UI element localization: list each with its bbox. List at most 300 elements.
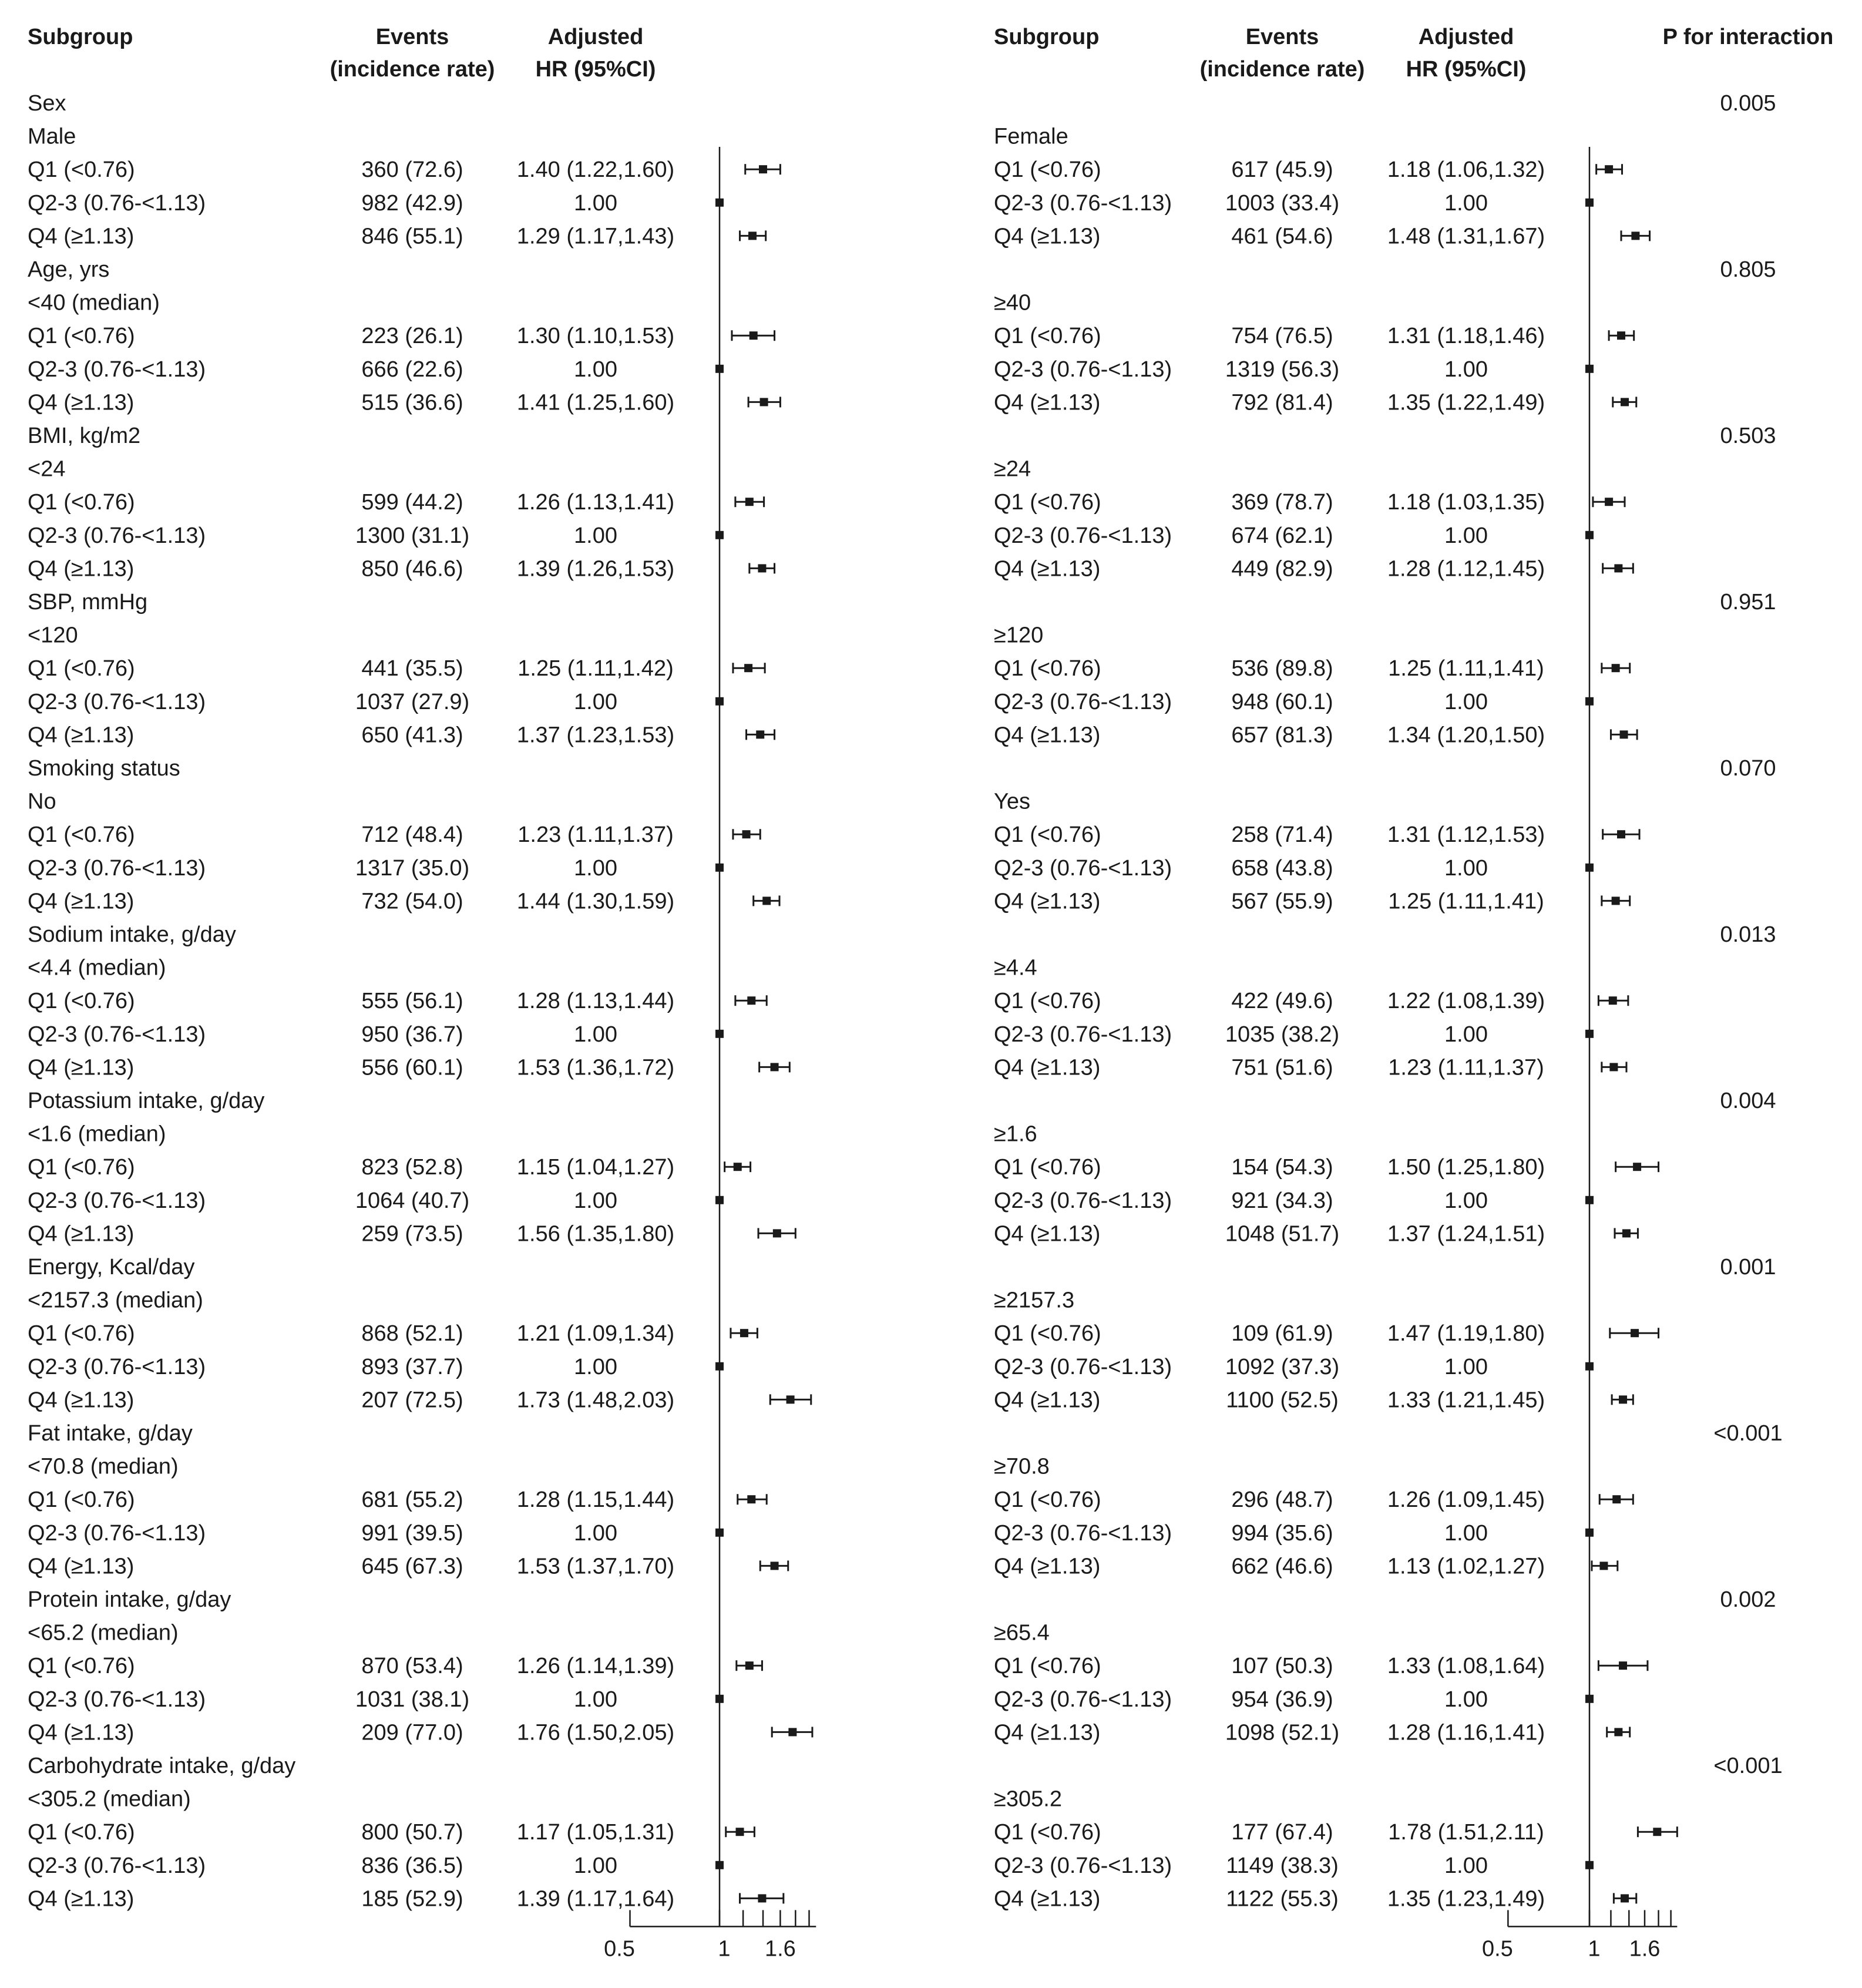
quartile-label-left: Q1 (<0.76) [28,1155,135,1180]
subgroup-label-left: <1.6 (median) [28,1121,166,1147]
quartile-label-left: Q2-3 (0.76-<1.13) [28,1853,206,1878]
subgroup-label-right: ≥305.2 [994,1786,1062,1812]
header-hr-left-line1: Adjusted [547,25,644,49]
hr-point [1631,1329,1639,1337]
events-value-right: 567 (55.9) [1231,889,1333,914]
header-events-right-line1: Events [1245,25,1319,49]
events-value-right: 994 (35.6) [1231,1520,1333,1546]
header-left [28,25,656,82]
group-title: Age, yrs [28,257,110,282]
header-hr-left-line2: HR (95%CI) [535,57,656,82]
p-interaction-value: 0.070 [1720,756,1776,781]
subgroup-label-right: ≥70.8 [994,1454,1050,1479]
quartile-label-left: Q1 (<0.76) [28,822,135,848]
quartile-label-left: Q1 (<0.76) [28,989,135,1014]
group-title: Carbohydrate intake, g/day [28,1754,296,1778]
quartile-label-left: Q2-3 (0.76-<1.13) [28,1354,206,1379]
hr-value-left: 1.28 (1.13,1.44) [516,989,675,1014]
events-value-left: 1300 (31.1) [355,523,470,548]
subgroup-label-left: <120 [28,623,78,648]
quartile-label-left: Q1 (<0.76) [28,490,135,515]
events-value-left: 515 (36.6) [361,390,463,415]
ci-marker-left [758,1228,795,1238]
subgroup-label-right: Female [994,124,1068,149]
hr-value-right: 1.18 (1.06,1.32) [1387,157,1545,183]
group-title: BMI, kg/m2 [28,424,141,448]
ci-marker-right [1611,729,1637,740]
hr-value-right: 1.78 (1.51,2.11) [1388,1820,1544,1845]
quartile-label-left: Q1 (<0.76) [28,656,135,681]
hr-value-left: 1.37 (1.23,1.53) [516,723,675,748]
subgroup-label-right: ≥40 [994,290,1031,315]
events-value-right: 1035 (38.2) [1225,1022,1340,1047]
events-value-right: 1003 (33.4) [1225,190,1340,216]
hr-value-left: 1.28 (1.15,1.44) [516,1487,675,1513]
ci-marker-right [1599,1494,1633,1505]
hr-point [1621,1894,1629,1902]
events-value-left: 223 (26.1) [361,324,463,349]
quartile-label-left: Q2-3 (0.76-<1.13) [28,1687,206,1712]
hr-point [1609,996,1617,1005]
hr-value-right: 1.18 (1.03,1.35) [1387,490,1545,515]
ci-marker-right [1602,895,1630,906]
quartile-label-right: Q4 (≥1.13) [994,1055,1101,1080]
hr-point [762,896,771,905]
events-value-left: 360 (72.6) [361,157,463,183]
quartile-label-right: Q2-3 (0.76-<1.13) [994,1520,1172,1546]
hr-point [758,564,766,572]
hr-point [1619,1395,1627,1403]
group-title: Sex [28,91,66,116]
p-interaction-value: 0.001 [1720,1255,1776,1280]
subgroup-label-right: ≥24 [994,456,1031,482]
hr-point [1612,896,1620,905]
events-value-left: 823 (52.8) [361,1155,463,1180]
quartile-label-right: Q2-3 (0.76-<1.13) [994,190,1172,216]
ci-marker-left [745,164,781,174]
events-value-right: 674 (62.1) [1231,523,1333,548]
quartile-label-right: Q1 (<0.76) [994,822,1101,848]
events-value-right: 1122 (55.3) [1226,1886,1339,1912]
quartile-label-right: Q4 (≥1.13) [994,1554,1101,1579]
quartile-label-left: Q4 (≥1.13) [28,889,135,914]
hr-value-left: 1.00 [574,523,617,548]
hr-value-left: 1.17 (1.05,1.31) [516,1820,675,1845]
hr-value-right: 1.00 [1444,1520,1488,1546]
p-interaction-value: 0.004 [1720,1089,1776,1113]
quartile-label-right: Q1 (<0.76) [994,1820,1101,1845]
events-value-right: 1048 (51.7) [1225,1221,1340,1247]
hr-value-right: 1.28 (1.16,1.41) [1387,1720,1545,1745]
hr-point [771,1561,779,1570]
hr-point [740,1329,748,1337]
quartile-label-right: Q2-3 (0.76-<1.13) [994,1687,1172,1712]
hr-point [1612,664,1620,672]
events-value-left: 850 (46.6) [361,556,463,582]
group-title: Sodium intake, g/day [28,922,236,947]
header-subgroup-left: Subgroup [28,25,133,49]
events-value-left: 1317 (35.0) [355,855,470,881]
ci-marker-right [1610,1328,1659,1338]
header-events-left-line1: Events [375,25,449,49]
hr-point [787,1395,795,1403]
ci-marker-right [1598,995,1628,1006]
ci-marker-left [725,1161,751,1172]
quartile-label-left: Q1 (<0.76) [28,157,135,183]
hr-value-left: 1.23 (1.11,1.37) [517,822,674,848]
ci-marker-left [749,563,775,573]
hr-value-right: 1.00 [1444,855,1488,881]
events-value-right: 109 (61.9) [1231,1321,1333,1346]
quartile-label-right: Q4 (≥1.13) [994,390,1101,415]
quartile-label-right: Q2-3 (0.76-<1.13) [994,1188,1172,1213]
hr-value-right: 1.22 (1.08,1.39) [1387,989,1545,1014]
events-value-right: 657 (81.3) [1231,723,1333,748]
ci-marker-right [1603,563,1634,573]
hr-point [1605,498,1613,506]
quartile-label-left: Q4 (≥1.13) [28,1554,135,1579]
quartile-label-left: Q2-3 (0.76-<1.13) [28,357,206,382]
events-value-right: 792 (81.4) [1231,390,1333,415]
ci-marker-right [1609,330,1634,341]
hr-value-right: 1.25 (1.11,1.41) [1388,889,1544,914]
hr-value-right: 1.33 (1.08,1.64) [1387,1654,1545,1679]
quartile-label-right: Q1 (<0.76) [994,324,1101,349]
ci-marker-right [1592,1560,1618,1571]
hr-value-right: 1.23 (1.11,1.37) [1388,1055,1544,1080]
group-title: SBP, mmHg [28,590,148,614]
subgroup-label-right: ≥1.6 [994,1121,1037,1147]
hr-value-right: 1.00 [1444,190,1488,216]
events-value-left: 650 (41.3) [361,723,463,748]
quartile-label-right: Q1 (<0.76) [994,1654,1101,1679]
hr-value-left: 1.41 (1.25,1.60) [516,390,675,415]
events-value-left: 950 (36.7) [361,1022,463,1047]
ci-marker-right [1593,496,1625,507]
events-value-left: 870 (53.4) [361,1654,463,1679]
ci-marker-right [1607,1727,1630,1737]
ci-marker-left [740,230,766,241]
ci-marker-right [1597,164,1622,174]
quartile-label-left: Q4 (≥1.13) [28,1221,135,1247]
ci-marker-left [735,995,767,1006]
hr-value-left: 1.40 (1.22,1.60) [516,157,675,183]
hr-point [1621,398,1629,406]
ci-marker-left [731,1328,757,1338]
quartile-label-right: Q1 (<0.76) [994,1155,1101,1180]
hr-value-right: 1.00 [1444,357,1488,382]
events-value-right: 751 (51.6) [1231,1055,1333,1080]
events-value-left: 800 (50.7) [361,1820,463,1845]
ci-marker-left [732,330,775,341]
hr-point [744,664,752,672]
group-title: Fat intake, g/day [28,1421,193,1446]
hr-value-left: 1.00 [574,357,617,382]
hr-value-right: 1.00 [1444,1853,1488,1878]
hr-value-left: 1.53 (1.36,1.72) [516,1055,675,1080]
hr-value-left: 1.00 [574,855,617,881]
hr-value-left: 1.73 (1.48,2.03) [516,1388,675,1413]
p-interaction-value: <0.001 [1713,1754,1783,1778]
quartile-label-right: Q4 (≥1.13) [994,556,1101,582]
hr-point [736,1828,744,1836]
quartile-label-left: Q4 (≥1.13) [28,1388,135,1413]
subgroup-label-right: Yes [994,789,1030,814]
quartile-label-left: Q4 (≥1.13) [28,390,135,415]
quartile-label-left: Q4 (≥1.13) [28,723,135,748]
quartile-label-right: Q4 (≥1.13) [994,1221,1101,1247]
quartile-label-right: Q4 (≥1.13) [994,723,1101,748]
hr-value-left: 1.44 (1.30,1.59) [516,889,675,914]
hr-value-left: 1.00 [574,1853,617,1878]
events-value-left: 556 (60.1) [361,1055,463,1080]
hr-value-right: 1.00 [1444,523,1488,548]
hr-point [1614,1728,1622,1736]
tick-label: 1 [1588,1936,1601,1962]
hr-value-left: 1.00 [574,1687,617,1712]
hr-value-left: 1.39 (1.26,1.53) [516,556,675,582]
events-value-left: 555 (56.1) [361,989,463,1014]
quartile-label-right: Q1 (<0.76) [994,490,1101,515]
hr-value-left: 1.56 (1.35,1.80) [516,1221,675,1247]
quartile-label-right: Q1 (<0.76) [994,656,1101,681]
hr-value-left: 1.26 (1.14,1.39) [516,1654,675,1679]
quartile-label-left: Q4 (≥1.13) [28,1886,135,1912]
quartile-label-right: Q1 (<0.76) [994,157,1101,183]
events-value-left: 893 (37.7) [361,1354,463,1379]
ci-marker-left [737,1660,762,1671]
tick-label: 0.5 [604,1936,635,1962]
hr-point [1599,1561,1608,1570]
events-value-right: 617 (45.9) [1231,157,1333,183]
hr-point [771,1063,779,1071]
ci-marker-right [1603,829,1639,839]
ci-marker-right [1615,1228,1638,1238]
hr-value-right: 1.47 (1.19,1.80) [1387,1321,1545,1346]
hr-value-right: 1.35 (1.22,1.49) [1387,390,1545,415]
quartile-label-left: Q2-3 (0.76-<1.13) [28,855,206,881]
hr-value-left: 1.00 [574,1520,617,1546]
hr-value-left: 1.29 (1.17,1.43) [516,224,675,249]
header-subgroup-right: Subgroup [994,25,1100,49]
subgroup-label-left: <70.8 (median) [28,1454,179,1479]
hr-value-left: 1.39 (1.17,1.64) [516,1886,675,1912]
hr-value-left: 1.00 [574,1188,617,1213]
ci-marker-right [1602,663,1630,673]
quartile-label-left: Q1 (<0.76) [28,1820,135,1845]
events-value-right: 662 (46.6) [1231,1554,1333,1579]
hr-value-right: 1.34 (1.20,1.50) [1387,723,1545,748]
ci-marker-right [1598,1660,1648,1671]
hr-value-right: 1.00 [1444,1687,1488,1712]
hr-point [1620,730,1628,738]
hr-point [1617,331,1625,340]
hr-value-right: 1.35 (1.23,1.49) [1387,1886,1545,1912]
hr-point [759,165,767,173]
hr-value-left: 1.15 (1.04,1.27) [516,1155,675,1180]
ci-marker-left [760,1560,788,1571]
quartile-label-right: Q1 (<0.76) [994,1487,1101,1513]
p-interaction-value: 0.013 [1720,922,1776,947]
events-value-left: 259 (73.5) [361,1221,463,1247]
events-value-left: 599 (44.2) [361,490,463,515]
hr-point [756,730,764,738]
quartile-label-left: Q1 (<0.76) [28,1487,135,1513]
ci-marker-right [1602,1062,1626,1072]
hr-value-left: 1.00 [574,689,617,714]
quartile-label-left: Q2-3 (0.76-<1.13) [28,689,206,714]
quartile-label-left: Q2-3 (0.76-<1.13) [28,190,206,216]
events-value-right: 658 (43.8) [1231,855,1333,881]
group-title: Protein intake, g/day [28,1587,231,1612]
hr-value-right: 1.25 (1.11,1.41) [1388,656,1544,681]
events-value-right: 154 (54.3) [1231,1155,1333,1180]
events-value-right: 177 (67.4) [1231,1820,1333,1845]
hr-value-left: 1.76 (1.50,2.05) [516,1720,675,1745]
events-value-left: 441 (35.5) [361,656,463,681]
hr-value-left: 1.21 (1.09,1.34) [516,1321,675,1346]
subgroup-label-left: <24 [28,456,66,482]
header-events-right-line2: (incidence rate) [1199,57,1365,82]
events-value-right: 1092 (37.3) [1225,1354,1340,1379]
ci-marker-right [1612,1394,1633,1405]
hr-point [745,498,754,506]
hr-value-right: 1.33 (1.21,1.45) [1387,1388,1545,1413]
hr-value-left: 1.26 (1.13,1.41) [516,490,675,515]
hr-value-left: 1.00 [574,190,617,216]
ci-marker-left [770,1394,811,1405]
events-value-left: 645 (67.3) [361,1554,463,1579]
header-events-left-line2: (incidence rate) [330,57,495,82]
group-title: Smoking status [28,756,180,781]
quartile-label-left: Q4 (≥1.13) [28,1720,135,1745]
hr-point [760,398,768,406]
events-value-left: 732 (54.0) [361,889,463,914]
ci-marker-left [738,1494,767,1505]
quartile-label-right: Q4 (≥1.13) [994,1720,1101,1745]
quartile-label-left: Q1 (<0.76) [28,1654,135,1679]
hr-value-right: 1.26 (1.09,1.45) [1387,1487,1545,1513]
ci-marker-right [1614,1893,1636,1903]
subgroup-label-left: <4.4 (median) [28,955,166,980]
hr-point [749,331,758,340]
hr-value-left: 1.00 [574,1354,617,1379]
group-title: Energy, Kcal/day [28,1255,195,1280]
events-value-left: 1064 (40.7) [355,1188,470,1213]
hr-point [1614,564,1622,572]
tick-label: 0.5 [1481,1936,1513,1962]
subgroup-label-right: ≥4.4 [994,955,1037,980]
quartile-label-right: Q1 (<0.76) [994,1321,1101,1346]
events-value-left: 207 (72.5) [361,1388,463,1413]
events-value-right: 1319 (56.3) [1225,357,1340,382]
quartile-label-right: Q4 (≥1.13) [994,1886,1101,1912]
subgroup-label-left: <2157.3 (median) [28,1288,203,1313]
ci-marker-left [733,829,760,839]
ci-marker-right [1638,1826,1677,1837]
quartile-label-right: Q1 (<0.76) [994,989,1101,1014]
tick-label: 1.6 [1629,1936,1661,1962]
hr-value-right: 1.00 [1444,1022,1488,1047]
hr-point [1619,1661,1627,1670]
p-interaction-value: 0.503 [1720,424,1776,448]
quartile-label-right: Q2-3 (0.76-<1.13) [994,1354,1172,1379]
header-right [994,25,1833,82]
events-value-left: 1031 (38.1) [355,1687,470,1712]
header-p-interaction: P for interaction [1662,25,1834,49]
subgroup-label-left: No [28,789,56,814]
quartile-label-right: Q2-3 (0.76-<1.13) [994,523,1172,548]
events-value-right: 461 (54.6) [1231,224,1333,249]
hr-point [758,1894,766,1902]
events-value-left: 982 (42.9) [361,190,463,216]
events-value-right: 954 (36.9) [1231,1687,1333,1712]
hr-point [1653,1828,1661,1836]
subgroup-label-right: ≥65.4 [994,1620,1050,1646]
hr-value-left: 1.00 [574,1022,617,1047]
hr-point [747,1495,755,1503]
events-value-right: 449 (82.9) [1231,556,1333,582]
tick-label: 1 [718,1936,731,1962]
ci-marker-left [747,729,775,740]
hr-point [1605,165,1613,173]
p-interaction-value: <0.001 [1713,1421,1783,1446]
events-value-right: 422 (49.6) [1231,989,1333,1014]
hr-value-right: 1.00 [1444,1354,1488,1379]
events-value-right: 1098 (52.1) [1225,1720,1340,1745]
events-value-left: 681 (55.2) [361,1487,463,1513]
hr-value-right: 1.37 (1.24,1.51) [1387,1221,1545,1247]
p-interaction-value: 0.005 [1720,91,1776,116]
x-axis-right [1482,147,1677,1961]
quartile-label-left: Q4 (≥1.13) [28,1055,135,1080]
hr-value-right: 1.31 (1.18,1.46) [1387,324,1545,349]
subgroup-label-left: <40 (median) [28,290,160,315]
ci-marker-left [772,1727,812,1737]
events-value-right: 536 (89.8) [1231,656,1333,681]
forest-rows [28,91,1783,1911]
quartile-label-left: Q2-3 (0.76-<1.13) [28,1188,206,1213]
hr-value-right: 1.00 [1444,689,1488,714]
hr-point [1609,1063,1618,1071]
subgroup-label-right: ≥120 [994,623,1044,648]
hr-value-right: 1.48 (1.31,1.67) [1387,224,1545,249]
hr-value-right: 1.00 [1444,1188,1488,1213]
ci-marker-left [759,1062,790,1072]
ci-marker-left [754,895,779,906]
ci-marker-left [748,397,780,407]
quartile-label-right: Q2-3 (0.76-<1.13) [994,357,1172,382]
events-value-left: 209 (77.0) [361,1720,463,1745]
quartile-label-left: Q2-3 (0.76-<1.13) [28,523,206,548]
ci-marker-right [1613,397,1636,407]
header-hr-right-line1: Adjusted [1418,25,1514,49]
hr-point [747,996,755,1005]
hr-value-left: 1.25 (1.11,1.42) [517,656,674,681]
hr-value-right: 1.31 (1.12,1.53) [1387,822,1545,848]
quartile-label-right: Q4 (≥1.13) [994,224,1101,249]
events-value-right: 369 (78.7) [1231,490,1333,515]
quartile-label-right: Q2-3 (0.76-<1.13) [994,1853,1172,1878]
quartile-label-left: Q4 (≥1.13) [28,224,135,249]
hr-point [742,830,751,838]
events-value-right: 258 (71.4) [1231,822,1333,848]
hr-value-left: 1.30 (1.10,1.53) [516,324,675,349]
events-value-right: 948 (60.1) [1231,689,1333,714]
hr-point [773,1229,781,1237]
ci-marker-left [726,1826,755,1837]
ci-marker-right [1621,230,1650,241]
